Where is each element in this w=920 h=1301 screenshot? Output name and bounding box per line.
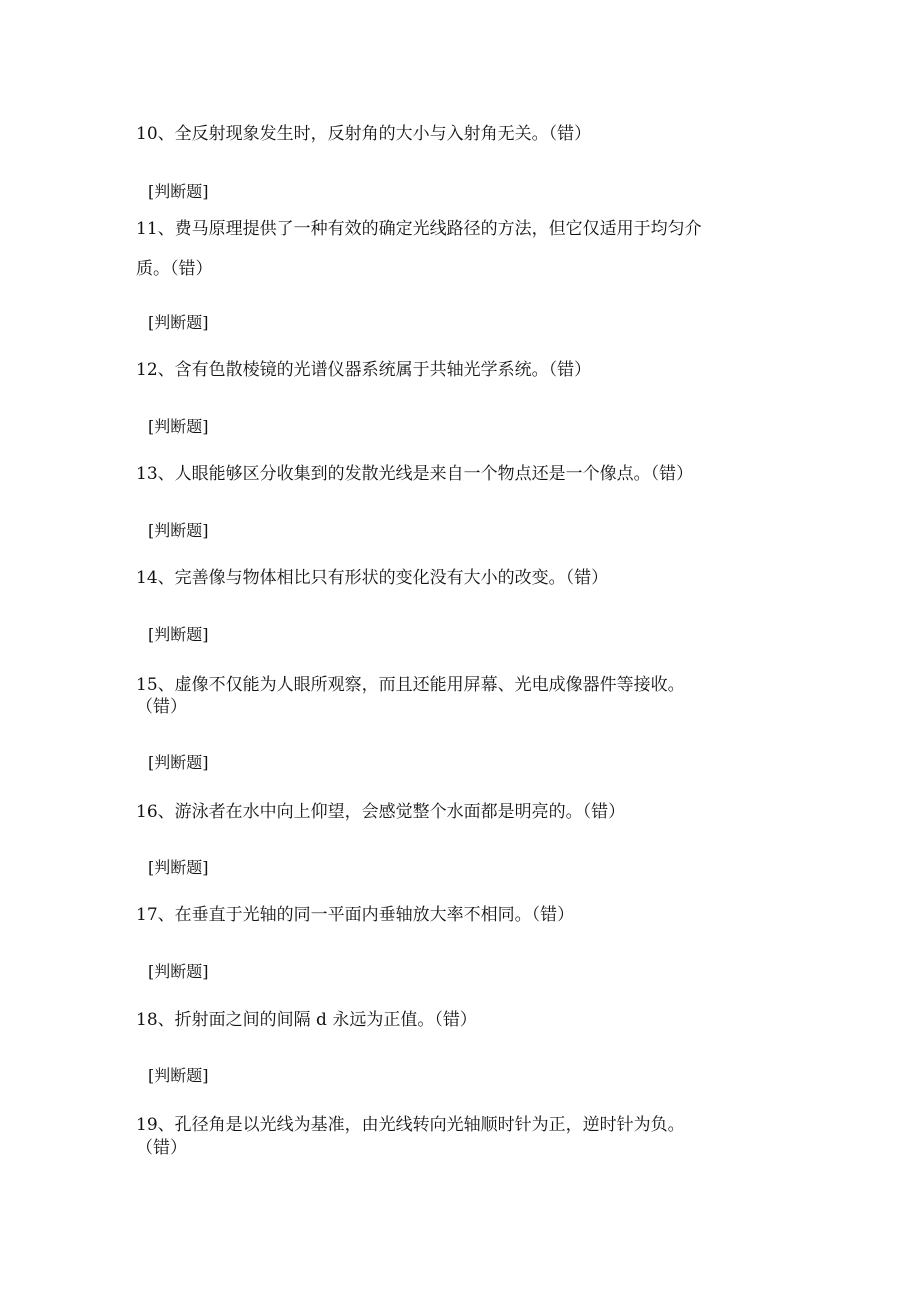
question-type-tag: [判断题]: [148, 753, 209, 772]
question-type-tag: [判断题]: [148, 858, 209, 877]
question-16: 16、游泳者在水中向上仰望，会感觉整个水面都是明亮的。（错）: [136, 802, 626, 822]
question-13: 13、人眼能够区分收集到的发散光线是来自一个物点还是一个像点。（错）: [136, 464, 694, 484]
question-17: 17、在垂直于光轴的同一平面内垂轴放大率不相同。（错）: [136, 905, 575, 925]
question-15: 15、虚像不仅能为人眼所观察，而且还能用屏幕、光电成像器件等接收。: [136, 675, 685, 695]
question-19-continuation: （错）: [136, 1138, 187, 1158]
question-type-tag: [判断题]: [148, 182, 209, 201]
question-18: 18、折射面之间的间隔 d 永远为正值。（错）: [136, 1010, 477, 1030]
question-11: 11、费马原理提供了一种有效的确定光线路径的方法，但它仅适用于均匀介: [136, 219, 702, 239]
question-type-tag: [判断题]: [148, 521, 209, 540]
question-19: 19、孔径角是以光线为基准，由光线转向光轴顺时针为正，逆时针为负。: [136, 1115, 685, 1135]
question-10: 10、全反射现象发生时，反射角的大小与入射角无关。（错）: [136, 124, 592, 144]
question-type-tag: [判断题]: [148, 417, 209, 436]
question-type-tag: [判断题]: [148, 313, 209, 332]
question-14: 14、完善像与物体相比只有形状的变化没有大小的改变。（错）: [136, 568, 609, 588]
question-11-continuation: 质。（错）: [136, 259, 213, 279]
question-type-tag: [判断题]: [148, 1066, 209, 1085]
question-type-tag: [判断题]: [148, 625, 209, 644]
question-12: 12、含有色散棱镜的光谱仪器系统属于共轴光学系统。（错）: [136, 360, 592, 380]
question-type-tag: [判断题]: [148, 962, 209, 981]
question-15-continuation: （错）: [136, 697, 187, 717]
